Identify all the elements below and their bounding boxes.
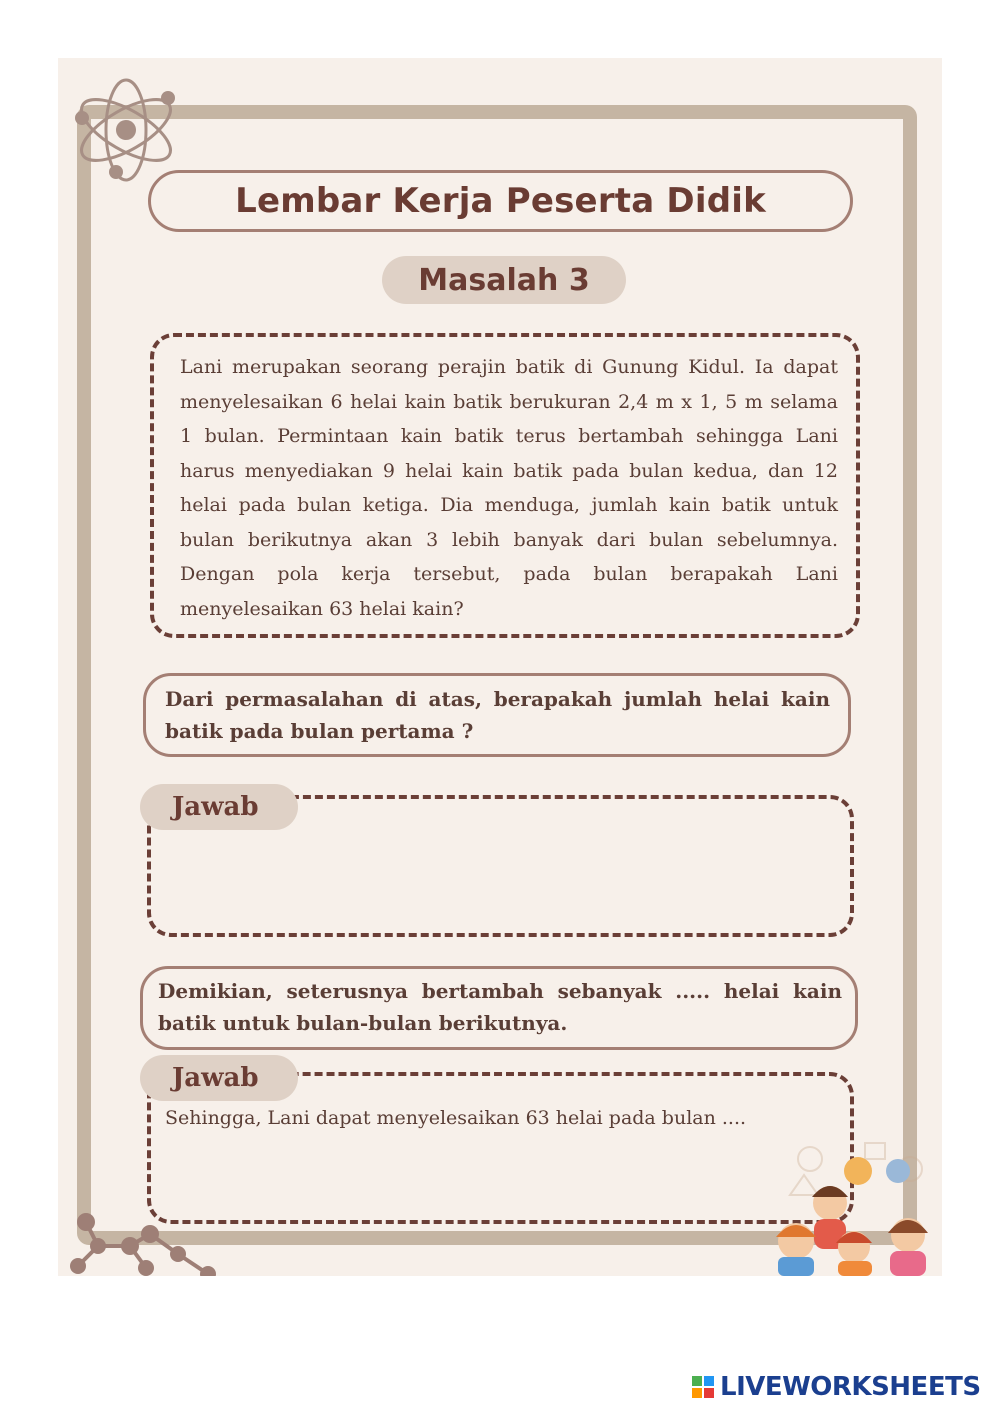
logo-text: LIVEWORKSHEETS: [720, 1372, 981, 1402]
liveworksheets-logo: [692, 1372, 981, 1402]
children-illustration: [770, 1135, 942, 1276]
answer-2-label: Jawab: [172, 1063, 259, 1093]
answer-1-label: Jawab: [172, 792, 259, 822]
answer-2-label-pill: [140, 1055, 298, 1101]
answer-2-sentence: Sehingga, Lani dapat menyelesaikan 63 helai pada bulan ....: [165, 1107, 747, 1129]
question-2-text: Demikian, seterusnya bertambah sebanyak ..... helai kain batik untuk bulan-bulan berikutnya.: [158, 979, 842, 1035]
title-banner: [148, 170, 853, 232]
problem-label-pill: [382, 256, 626, 304]
problem-text: Lani merupakan seorang perajin batik di Gunung Kidul. Ia dapat menyelesaikan 6 helai kain batik berukuran 2,4 m x 1, 5 m selama 1 bulan. Permintaan kain batik terus bertambah sehingga Lani harus menyediakan 9 helai kain batik pada bulan kedua, dan 12 helai pada bulan ketiga. Dia menduga, jumlah kain batik untuk bulan berikutnya akan 3 lebih banyak dari bulan sebelumnya. Dengan pola kerja tersebut, pada bulan berapakah Lani menyelesaikan 63 helai kain?: [180, 356, 838, 620]
problem-label: Masalah 3: [418, 262, 590, 298]
logo-icon: [692, 1376, 714, 1398]
answer-1-label-pill: [140, 784, 298, 830]
question-1-text: Dari permasalahan di atas, berapakah jumlah helai kain batik pada bulan pertama ?: [165, 687, 830, 743]
page-title: Lembar Kerja Peserta Didik: [235, 181, 766, 221]
